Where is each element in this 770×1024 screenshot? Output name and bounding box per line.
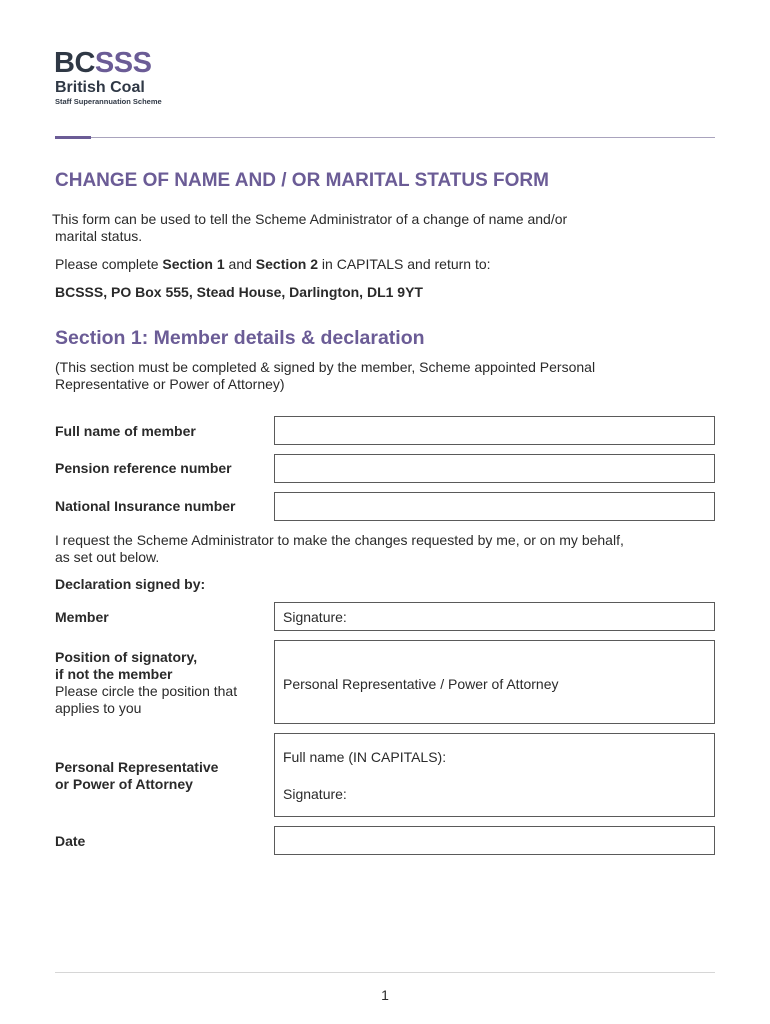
instructions-prefix: Please complete	[55, 256, 163, 272]
section1-note-line-1: (This section must be completed & signed by the member, Scheme appointed Personal	[55, 359, 596, 375]
instructions-and: and	[224, 256, 256, 272]
logo-sss: SSS	[94, 47, 152, 79]
pr-label-line-2: or Power of Attorney	[55, 776, 193, 792]
intro-line-2: marital status.	[55, 228, 143, 244]
pension-ref-field[interactable]	[274, 454, 715, 483]
member-label: Member	[55, 609, 109, 625]
page-number: 1	[381, 987, 389, 1003]
header-divider-accent	[55, 136, 91, 139]
logo-name: British Coal	[55, 79, 145, 96]
request-line-1: I request the Scheme Administrator to make the changes requested by me, or on my behalf,	[55, 532, 624, 548]
intro-line-1: This form can be used to tell the Scheme Administrator of a change of name and/or	[52, 211, 568, 227]
section2-reference: Section 2	[255, 256, 319, 272]
section1-reference: Section 1	[162, 256, 225, 272]
member-signature-label: Signature:	[283, 609, 347, 625]
position-hint-line-1: Please circle the position that	[55, 683, 238, 699]
footer-divider	[55, 972, 715, 973]
section1-title: Section 1: Member details & declaration	[55, 327, 425, 349]
member-signature-field[interactable]	[274, 602, 715, 631]
position-label-line-2: if not the member	[55, 666, 173, 682]
full-name-field[interactable]	[274, 416, 715, 445]
declaration-label: Declaration signed by:	[55, 576, 206, 592]
pension-ref-label: Pension reference number	[55, 460, 232, 476]
form-title: CHANGE OF NAME AND / OR MARITAL STATUS FORM	[55, 170, 549, 191]
request-line-2: as set out below.	[55, 549, 160, 565]
ni-number-field[interactable]	[274, 492, 715, 521]
position-label-line-1: Position of signatory,	[55, 649, 198, 665]
pr-details-field[interactable]	[274, 733, 715, 817]
logo-bc: BC	[54, 47, 95, 79]
instructions-suffix: in CAPITALS and return to:	[318, 256, 491, 272]
logo-subtitle: Staff Superannuation Scheme	[55, 97, 162, 106]
ni-number-label: National Insurance number	[55, 498, 236, 514]
position-options-field[interactable]	[274, 640, 715, 724]
full-name-label: Full name of member	[55, 423, 196, 439]
pr-full-name-label: Full name (IN CAPITALS):	[283, 749, 447, 765]
position-hint-line-2: applies to you	[55, 700, 142, 716]
pr-signature-label: Signature:	[283, 786, 347, 802]
date-label: Date	[55, 833, 86, 849]
date-field[interactable]	[274, 826, 715, 855]
logo-wordmark	[54, 46, 151, 80]
intro-instructions	[55, 256, 491, 273]
pr-label-line-1: Personal Representative	[55, 759, 219, 775]
position-options: Personal Representative / Power of Attorney	[283, 676, 559, 692]
section1-note-line-2: Representative or Power of Attorney)	[55, 376, 285, 392]
return-address: BCSSS, PO Box 555, Stead House, Darlington, DL1 9YT	[55, 284, 423, 300]
header-divider	[55, 137, 715, 138]
